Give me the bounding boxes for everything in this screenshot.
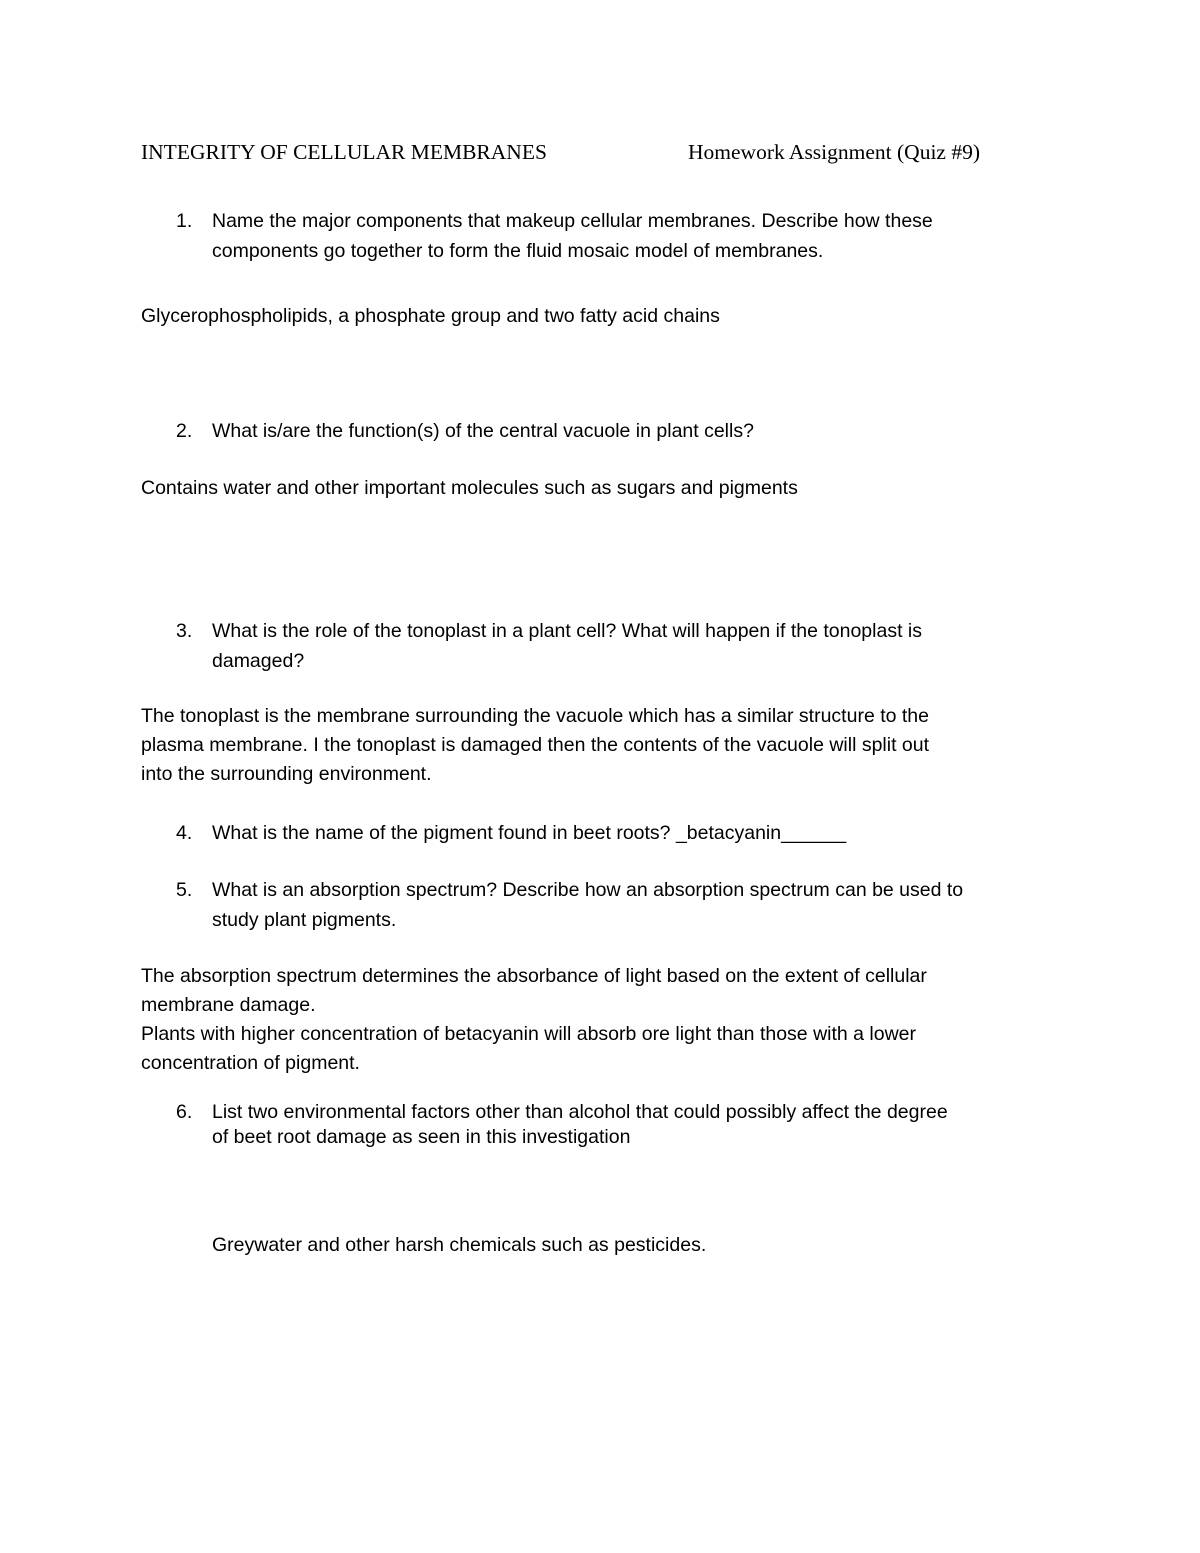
question-5 [176,875,1076,935]
question-line: What is the role of the tonoplast in a plant cell? What will happen if the tonoplast is [212,620,922,642]
question-number: 4. [176,822,193,844]
answer-line: Contains water and other important molecules such as sugars and pigments [141,477,798,499]
question-text [212,875,1062,935]
question-line: study plant pigments. [212,909,397,931]
question-1 [176,206,1076,266]
question-line: What is an absorption spectrum? Describe how an absorption spectrum can be used to [212,879,964,901]
answer-line: into the surrounding environment. [141,763,432,785]
answer-2 [141,474,1051,503]
document-title: INTEGRITY OF CELLULAR MEMBRANES [141,140,547,164]
question-text [212,818,1062,848]
answer-line: membrane damage. [141,994,316,1016]
assignment-label: Homework Assignment (Quiz #9) [688,140,981,164]
question-2 [176,416,1076,446]
document-header [141,140,1041,170]
question-line: What is the name of the pigment found in beet roots? _betacyanin______ [212,822,847,844]
question-text [212,206,1062,266]
answer-5 [141,962,1051,1078]
question-3 [176,616,1076,676]
question-text [212,416,1062,446]
answer-line: Plants with higher concentration of betacyanin will absorb ore light than those with a lower [141,1023,917,1045]
answer-line: concentration of pigment. [141,1052,360,1074]
question-line: damaged? [212,650,305,672]
question-number: 3. [176,620,193,642]
answer-3 [141,702,1051,789]
question-6 [176,1100,1076,1150]
answer-6 [212,1231,1122,1260]
answer-line: Glycerophospholipids, a phosphate group and two fatty acid chains [141,305,720,327]
answer-line: Greywater and other harsh chemicals such as pesticides. [212,1234,707,1256]
question-number: 5. [176,879,193,901]
question-line: of beet root damage as seen in this investigation [212,1126,631,1148]
question-text [212,616,1062,676]
answer-line: plasma membrane. I the tonoplast is damaged then the contents of the vacuole will split out [141,734,930,756]
answer-line: The tonoplast is the membrane surrounding the vacuole which has a similar structure to the [141,705,929,727]
question-number: 2. [176,420,193,442]
question-text [212,1100,1062,1150]
answer-line: The absorption spectrum determines the absorbance of light based on the extent of cellular [141,965,927,987]
question-line: List two environmental factors other than alcohol that could possibly affect the degree [212,1101,948,1123]
question-number: 1. [176,210,193,232]
question-line: Name the major components that makeup cellular membranes. Describe how these [212,210,933,232]
question-line: components go together to form the fluid mosaic model of membranes. [212,240,824,262]
answer-1 [141,302,1051,331]
question-4 [176,818,1076,848]
question-line: What is/are the function(s) of the central vacuole in plant cells? [212,420,754,442]
question-number: 6. [176,1101,193,1123]
